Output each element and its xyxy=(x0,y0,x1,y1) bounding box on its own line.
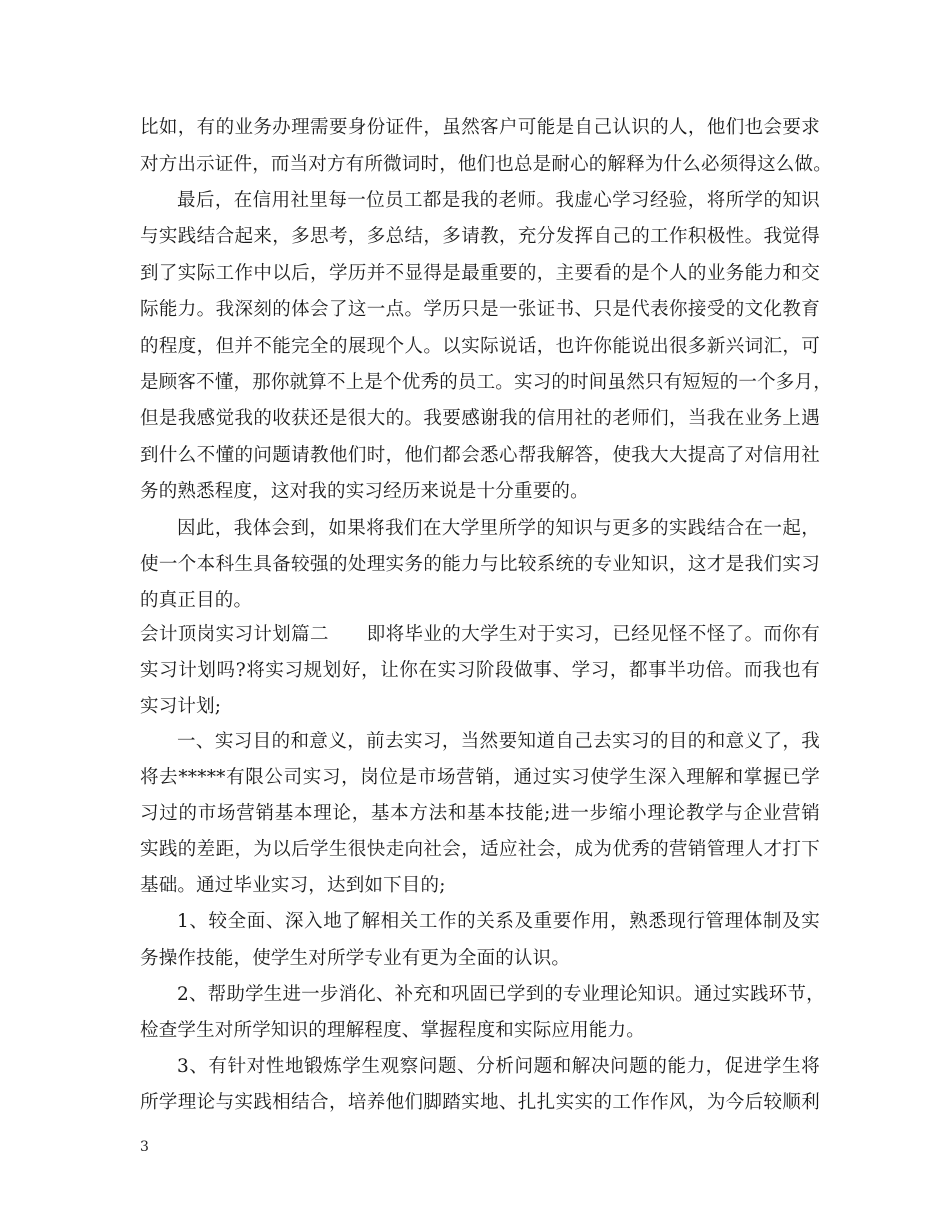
text-line: 际能力。我深刻的体会了这一点。学历只是一张证书、只是代表你接受的文化教育 xyxy=(140,299,820,320)
text-line: 比如，有的业务办理需要身份证件，虽然客户可能是自己认识的人，他们也会要求 xyxy=(140,117,820,138)
text-line: 务的熟悉程度，这对我的实习经历来说是十分重要的。 xyxy=(140,481,589,502)
text-line: 实习计划吗?将实习规划好，让你在实习阶段做事、学习，都事半功倍。而我也有 xyxy=(140,660,820,681)
text-line: 到了实际工作中以后，学历并不显得是最重要的，主要看的是个人的业务能力和交 xyxy=(140,263,820,284)
text-line: 实习计划; xyxy=(140,696,222,717)
text-line: 的程度，但并不能完全的展现个人。以实际说话，也许你能说出很多新兴词汇，可 xyxy=(140,336,820,357)
text-line: 将去*****有限公司实习，岗位是市场营销，通过实习使学生深入理解和掌握已学 xyxy=(140,767,820,788)
text-line: 实践的差距，为以后学生很快走向社会，适应社会，成为优秀的营销管理人才打下 xyxy=(140,839,820,860)
section-heading-line: 会计顶岗实习计划篇二 即将毕业的大学生对于实习，已经见怪不怪了。而你有 xyxy=(140,624,820,645)
text-line: 最后，在信用社里每一位员工都是我的老师。我虚心学习经验，将所学的知识 xyxy=(177,190,820,211)
text-line: 与实践结合起来，多思考，多总结，多请教，充分发挥自己的工作积极性。我觉得 xyxy=(140,226,820,247)
text-line: 因此，我体会到，如果将我们在大学里所学的知识与更多的实践结合在一起， xyxy=(177,518,820,539)
text-line: 基础。通过毕业实习，达到如下目的; xyxy=(140,875,446,896)
text-line: 习过的市场营销基本理论，基本方法和基本技能;进一步缩小理论教学与企业营销 xyxy=(140,803,820,824)
text-line: 是顾客不懂，那你就算不上是个优秀的员工。实习的时间虽然只有短短的一个多月， xyxy=(140,372,832,393)
text-line: 3、有针对性地锻炼学生观察问题、分析问题和解决问题的能力，促进学生将 xyxy=(177,1056,820,1077)
text-line: 对方出示证件，而当对方有所微词时，他们也总是耐心的解释为什么必须得这么做。 xyxy=(140,154,832,175)
text-line: 2、帮助学生进一步消化、补充和巩固已学到的专业理论知识。通过实践环节， xyxy=(177,984,825,1005)
text-line: 检查学生对所学知识的理解程度、掌握程度和实际应用能力。 xyxy=(140,1020,645,1041)
text-line: 的真正目的。 xyxy=(140,590,253,611)
text-line: 所学理论与实践相结合，培养他们脚踏实地、扎扎实实的工作作风，为今后较顺利 xyxy=(140,1092,820,1113)
text-line: 到什么不懂的问题请教他们时，他们都会悉心帮我解答，使我大大提高了对信用社 xyxy=(140,445,820,466)
text-line: 一、实习目的和意义，前去实习，当然要知道自己去实习的目的和意义了，我 xyxy=(177,731,820,752)
text-line: 但是我感觉我的收获还是很大的。我要感谢我的信用社的老师们，当我在业务上遇 xyxy=(140,408,820,429)
text-line: 使一个本科生具备较强的处理实务的能力与比较系统的专业知识，这才是我们实习 xyxy=(140,554,820,575)
text-line: 务操作技能，使学生对所学专业有更为全面的认识。 xyxy=(140,948,571,969)
text-line: 1、较全面、深入地了解相关工作的关系及重要作用，熟悉现行管理体制及实 xyxy=(177,911,820,932)
page-number: 3 xyxy=(140,1139,149,1155)
